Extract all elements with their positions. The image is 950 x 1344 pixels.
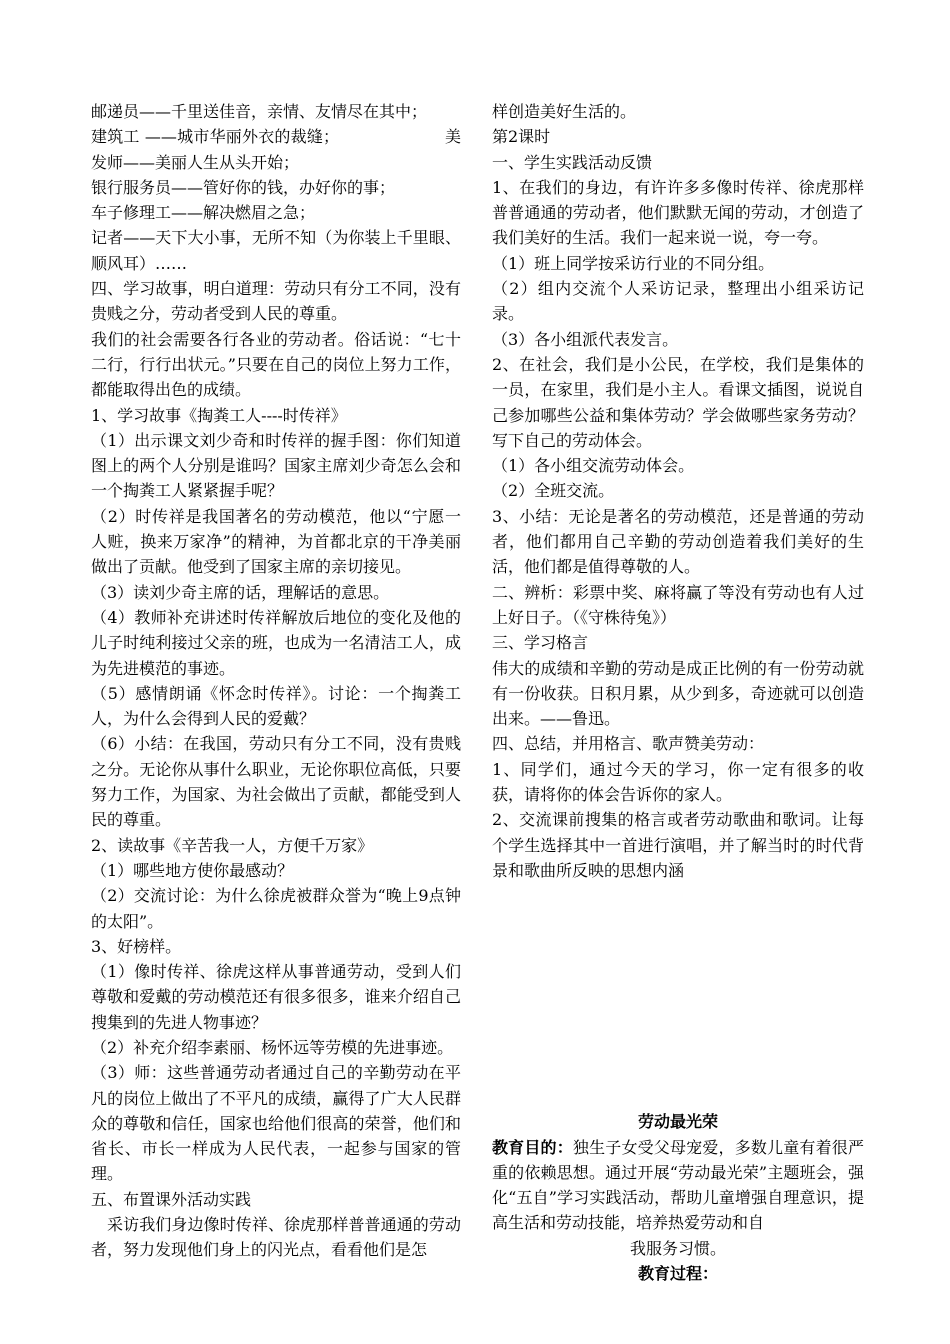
paragraph: （6）小结：在我国，劳动只有分工不同，没有贵贱之分。无论你从事什么职业，无论你职位高低，只要努力工作，为国家、为社会做出了贡献，都能受到人民的尊重。 — [91, 734, 461, 830]
paragraph: （4）教师补充讲述时传祥解放后地位的变化及他的儿子时纯利接过父亲的班，也成为一名清洁工人，成为先进模范的事迹。 — [91, 607, 461, 678]
paragraph: （1）班上同学按采访行业的不同分组。 — [492, 253, 775, 273]
paragraph: 车子修理工——解决燃眉之急； — [91, 203, 316, 223]
goal-text-tail: 我服务习惯。 — [629, 1238, 726, 1258]
right-column — [492, 99, 864, 1286]
lesson-heading: 第2课时 — [492, 127, 551, 147]
process-label: 教育过程： — [637, 1263, 718, 1283]
lesson-title: 劳动最光荣 — [637, 1112, 718, 1132]
paragraph: 我们的社会需要各行各业的劳动者。俗话说：“七十二行，行行出状元。”只要在自己的岗位上努力工作，都能取得出色的成绩。 — [91, 329, 461, 400]
goal-text: 独生子女受父母宠爱，多数儿童有着很严重的依赖思想。通过开展“劳动最光荣”主题班会，强化“五自”学习实践活动，帮助儿童增强自理意识，提高生活和劳动技能，培养热爱劳动和自 — [492, 1137, 864, 1233]
paragraph: （2）全班交流。 — [492, 481, 615, 501]
paragraph: 样创造美好生活的。 — [492, 102, 637, 121]
paragraph: 记者——天下大小事，无所不知（为你装上千里眼、顺风耳）…… — [91, 228, 461, 273]
section-heading: 四、总结，并用格言、歌声赞美劳动： — [492, 734, 765, 754]
paragraph: （2）交流讨论：为什么徐虎被群众誉为“晚上9点钟的太阳”。 — [91, 886, 461, 931]
paragraph: （2）时传祥是我国著名的劳动模范，他以“宁愿一人赃，换来万家净”的精神，为首都北京的干净美丽做出了贡献。他受到了国家主席的亲切接见。 — [91, 506, 461, 577]
paragraph: （1）各小组交流劳动体会。 — [492, 456, 695, 476]
paragraph: 2、交流课前搜集的格言或者劳动歌曲和歌词。让每个学生选择其中一首进行演唱，并了解当时的时代背景和歌曲所反映的思想内涵 — [492, 810, 864, 880]
paragraph: 2、在社会，我们是小公民，在学校，我们是集体的一员，在家里，我们是小主人。看课文插图，说说自己参加哪些公益和集体劳动？学会做哪些家务劳动？写下自己的劳动体会。 — [492, 354, 864, 450]
goal-label: 教育目的： — [492, 1137, 573, 1157]
paragraph: （2）补充介绍李素丽、杨怀远等劳模的先进事迹。 — [91, 1037, 454, 1057]
paragraph: （3）读刘少奇主席的话，理解话的意思。 — [91, 582, 390, 602]
paragraph: （5）感情朗诵《怀念时传祥》。讨论：一个掏粪工人，为什么会得到人民的爱戴？ — [91, 683, 461, 729]
paragraph: （1）像时传祥、徐虎这样从事普通劳动，受到人们尊敬和爱戴的劳动模范还有很多很多，谁来介绍自己搜集到的先进人物事迹？ — [91, 962, 461, 1032]
section-heading: 一、学生实践活动反馈 — [492, 152, 653, 172]
paragraph: 采访我们身边像时传祥、徐虎那样普普通通的劳动者，努力发现他们身上的闪光点，看看他们是怎 — [91, 1215, 461, 1260]
paragraph: （3）各小组派代表发言。 — [492, 329, 679, 349]
blank-space — [492, 883, 864, 1109]
education-goal — [492, 1135, 864, 1236]
paragraph: 1、学习故事《掏粪工人----时传祥》 — [91, 405, 347, 425]
section-heading: 三、学习格言 — [492, 633, 589, 653]
paragraph: 1、同学们，通过今天的学习，你一定有很多的收获，请将你的体会告诉你的家人。 — [492, 759, 864, 805]
paragraph: （1）哪些地方使你最感动？ — [91, 860, 294, 880]
section-heading: 五、布置课外活动实践 — [91, 1189, 252, 1209]
paragraph: 2、读故事《辛苦我一人，方便千万家》 — [91, 835, 374, 855]
paragraph: （3）师：这些普通劳动者通过自己的辛勤劳动在平凡的岗位上做出了不平凡的成绩，赢得了广大人民群众的尊敬和信任，国家也给他们很高的荣誉，他们和省长、市长一样成为人民代表，一起参与国家的管理。 — [91, 1063, 461, 1184]
paragraph: 3、好榜样。 — [91, 936, 182, 956]
section-heading: 二、辨析：彩票中奖、麻将赢了等没有劳动也有人过上好日子。（《守株待兔》） — [492, 582, 864, 627]
left-column — [91, 99, 461, 1263]
paragraph: 1、在我们的身边，有许许多多像时传祥、徐虎那样普普通通的劳动者，他们默默无闻的劳动，才创造了我们美好的生活。我们一起来说一说，夸一夸。 — [492, 177, 864, 248]
paragraph: 3、小结：无论是著名的劳动模范，还是普通的劳动者，他们都用自己辛勤的劳动创造着我们美好的生活，他们都是值得尊敬的人。 — [492, 506, 864, 577]
paragraph: 银行服务员——管好你的钱，办好你的事； — [91, 177, 396, 197]
paragraph: （1）出示课文刘少奇和时传祥的握手图：你们知道图上的两个人分别是谁吗？国家主席刘少奇怎么会和一个掏粪工人紧紧握手呢？ — [91, 430, 461, 501]
paragraph: 邮递员——千里送佳音，亲情、友情尽在其中； — [91, 102, 428, 121]
paragraph: 伟大的成绩和辛勤的劳动是成正比例的有一份劳动就有一份收获。日积月累，从少到多，奇迹就可以创造出来。——鲁迅。 — [492, 658, 864, 729]
paragraph: （2）组内交流个人采访记录，整理出小组采访记录。 — [492, 279, 864, 324]
paragraph: 建筑工 ——城市华丽外衣的裁缝； 美发师——美丽人生从头开始； — [91, 127, 461, 172]
section-heading: 四、学习故事，明白道理：劳动只有分工不同，没有贵贱之分，劳动者受到人民的尊重。 — [91, 279, 461, 324]
